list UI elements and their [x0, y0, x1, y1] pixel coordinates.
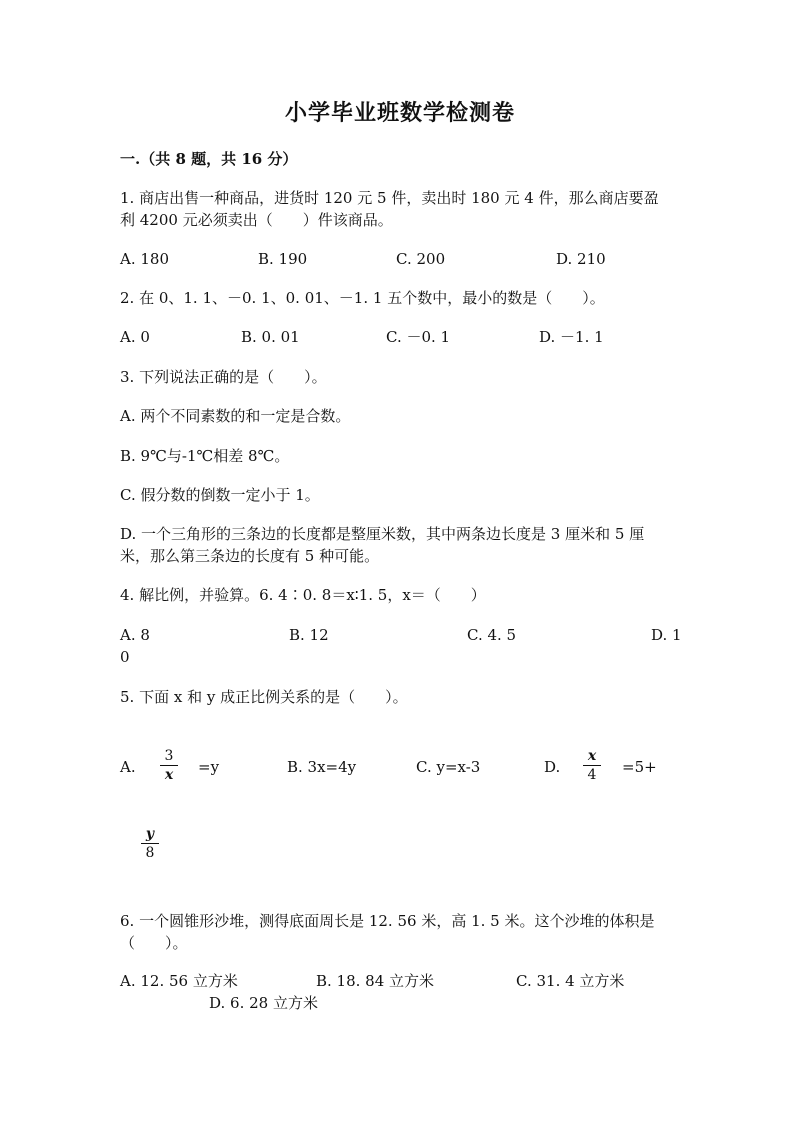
fraction-denominator: 8: [145, 845, 155, 861]
question-4-option-a: A. 8: [120, 626, 150, 644]
fraction-bar: [141, 843, 159, 844]
fraction-bar: [583, 765, 601, 766]
question-6-option-b: B. 18. 84 立方米: [316, 972, 435, 990]
question-2-option-a: A. 0: [120, 328, 150, 346]
fraction-denominator: 4: [587, 767, 597, 783]
fraction-denominator: x: [164, 767, 174, 783]
question-5-option-d-label: D.: [544, 758, 561, 776]
question-3-option-c: C. 假分数的倒数一定小于 1。: [120, 486, 320, 504]
question-6-option-a: A. 12. 56 立方米: [120, 972, 238, 990]
question-5-option-b: B. 3x=4y: [287, 758, 357, 776]
question-5-text: 5. 下面 x 和 y 成正比例关系的是（ ）。: [120, 688, 408, 706]
question-5-option-c: C. y=x-3: [416, 758, 481, 776]
question-5-option-d-fraction: [581, 748, 603, 783]
question-4-option-c: C. 4. 5: [467, 626, 517, 644]
question-6-option-d: D. 6. 28 立方米: [209, 994, 318, 1012]
question-1-option-a: A. 180: [120, 250, 169, 268]
question-1-option-d: D. 210: [556, 250, 606, 268]
section-header: 一.（共 8 题，共 16 分）: [120, 150, 298, 168]
question-1-text: 1. 商店出售一种商品，进货时 120 元 5 件，卖出时 180 元 4 件，那么商店要盈: [120, 189, 659, 207]
question-2-option-d: D. －1. 1: [539, 328, 604, 346]
question-2-text: 2. 在 0、1. 1、－0. 1、0. 01、－1. 1 五个数中，最小的数是（ ）。: [120, 289, 605, 307]
question-6-option-c: C. 31. 4 立方米: [516, 972, 625, 990]
fraction-numerator: x: [587, 748, 597, 764]
question-2-option-b: B. 0. 01: [241, 328, 300, 346]
question-3-text: 3. 下列说法正确的是（ ）。: [120, 368, 327, 386]
question-4-option-d-wrap: 0: [120, 648, 130, 666]
question-6-text: 6. 一个圆锥形沙堆，测得底面周长是 12. 56 米，高 1. 5 米。这个沙堆的体积是: [120, 912, 655, 930]
question-4-option-b: B. 12: [289, 626, 329, 644]
page-title: 小学毕业班数学检测卷: [284, 100, 515, 126]
question-6-text-cont: （ ）。: [120, 934, 188, 952]
question-5-option-d-tail: =5+: [622, 758, 657, 776]
question-5-option-a-fraction: [158, 748, 180, 783]
question-2-option-c: C. －0. 1: [386, 328, 451, 346]
fraction-numerator: y: [145, 826, 155, 842]
fraction-bar: [160, 765, 178, 766]
question-5-option-d-fraction-2: [139, 826, 161, 861]
question-1-option-b: B. 190: [258, 250, 308, 268]
question-3-option-d: D. 一个三角形的三条边的长度都是整厘米数，其中两条边长度是 3 厘米和 5 厘: [120, 525, 645, 543]
question-5-option-a-tail: =y: [198, 758, 220, 776]
question-4-text: 4. 解比例，并验算。6. 4∶0. 8＝x∶1. 5，x＝（ ）: [120, 586, 486, 604]
question-4-option-d: D. 1: [651, 626, 682, 644]
question-3-option-b: B. 9℃与-1℃相差 8℃。: [120, 447, 290, 465]
question-3-option-d-cont: 米，那么第三条边的长度有 5 种可能。: [120, 547, 380, 565]
question-5-option-a-label: A.: [120, 758, 136, 776]
question-1-text-cont: 利 4200 元必须卖出（ ）件该商品。: [120, 211, 393, 229]
question-3-option-a: A. 两个不同素数的和一定是合数。: [120, 407, 351, 425]
question-1-option-c: C. 200: [396, 250, 446, 268]
fraction-numerator: 3: [164, 748, 174, 764]
